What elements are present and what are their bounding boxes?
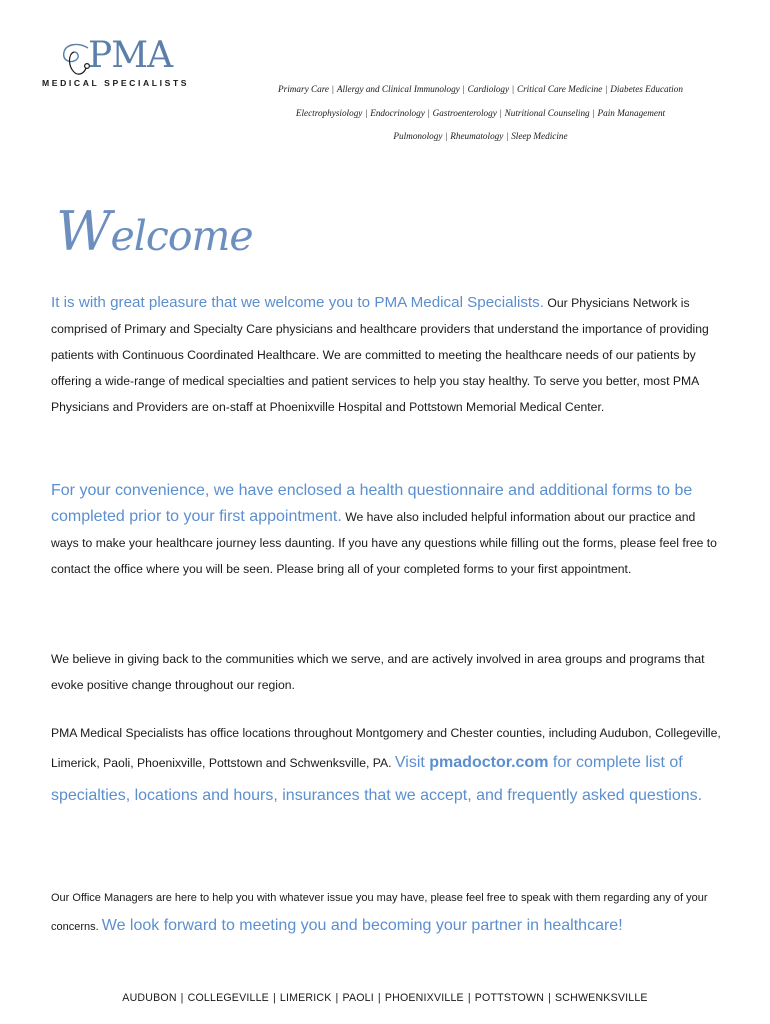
- footer-location: PAOLI: [342, 992, 374, 1004]
- visit-text: Visit: [394, 754, 430, 771]
- locations-tail: for complete list of specialties, locations and hours, insurances that we accept, and frequently asked questions.: [51, 754, 703, 804]
- locations-body: PMA Medical Specialists has office locations throughout Montgomery and Chester counties, including Audubon, Collegeville, Limerick, Paoli, Phoenixville, Pottstown and Schwenksville, PA.: [51, 726, 721, 770]
- intro-lead: It is with great pleasure that we welcome you to PMA Medical Specialists.: [51, 294, 544, 311]
- welcome-heading: [56, 200, 253, 263]
- separator: |: [548, 992, 552, 1004]
- footer-locations: [0, 992, 770, 1004]
- logo: [40, 36, 215, 92]
- welcome-cap: W: [56, 200, 111, 263]
- separator: |: [335, 992, 339, 1004]
- managers-body: Our Office Managers are here to help you with whatever issue you may have, please feel free to speak with them regarding any of your concerns.: [51, 892, 708, 933]
- managers-lead: We look forward to meeting you and becoming your partner in healthcare!: [101, 917, 623, 934]
- specialties-line-1: [228, 78, 733, 102]
- separator: |: [180, 992, 184, 1004]
- separator: |: [332, 84, 334, 94]
- website-link[interactable]: pmadoctor.com: [429, 754, 549, 771]
- specialty-item: Nutritional Counseling: [504, 107, 590, 118]
- footer-location: COLLEGEVILLE: [187, 992, 269, 1004]
- welcome-rest: elcome: [110, 212, 253, 260]
- locations-paragraph: [51, 720, 721, 812]
- intro-body: Our Physicians Network is comprised of Primary and Specialty Care physicians and healthcare providers that understand the importance of providing patients with Continuous Coordinated Healthcare. We are committed to meeting the healthcare needs of our patients by offering a wide-range of medical specialties and patient services to help you stay healthy. To serve you better, most PMA Physicians and Providers are on-staff at Phoenixville Hospital and Pottstown Memorial Medical Center.: [51, 296, 709, 414]
- specialty-item: Cardiology: [467, 84, 510, 94]
- separator: |: [499, 107, 502, 118]
- logo-wordmark: PMA: [88, 35, 173, 76]
- footer-location: PHOENIXVILLE: [384, 992, 464, 1004]
- specialty-item: Pain Management: [597, 107, 666, 118]
- footer-location: SCHWENKSVILLE: [555, 992, 648, 1004]
- managers-paragraph: [51, 884, 721, 941]
- specialties-list: [228, 78, 733, 149]
- separator: |: [462, 84, 465, 94]
- specialty-item: Gastroenterology: [432, 107, 497, 118]
- specialty-item: Primary Care: [278, 84, 329, 94]
- community-paragraph: We believe in giving back to the communities which we serve, and are actively involved in area groups and programs that evoke positive change throughout our region.: [51, 652, 705, 692]
- separator: |: [445, 131, 448, 141]
- logo-subtitle: MEDICAL SPECIALISTS: [42, 78, 190, 88]
- specialty-item: Pulmonology: [393, 131, 443, 141]
- specialties-line-3: [228, 125, 733, 149]
- separator: |: [272, 992, 276, 1004]
- specialty-item: Allergy and Clinical Immunology: [336, 84, 460, 94]
- separator: |: [365, 107, 368, 118]
- forms-body: We have also included helpful information about our practice and ways to make your healthcare journey less daunting. If you have any questions while filling out the forms, please feel free to contact the office where you will be seen. Please bring all of your completed forms to your first appointment.: [51, 510, 717, 576]
- specialties-line-2: [228, 102, 733, 126]
- separator: |: [467, 992, 471, 1004]
- intro-paragraph: [51, 290, 721, 420]
- separator: |: [427, 107, 430, 118]
- specialty-item: Endocrinology: [370, 107, 425, 118]
- separator: |: [506, 131, 509, 141]
- forms-lead: For your convenience, we have enclosed a health questionnaire and additional forms to be completed prior to your first appointment.: [51, 482, 693, 525]
- separator: |: [592, 107, 595, 118]
- specialty-item: Diabetes Education: [610, 84, 683, 94]
- separator: |: [512, 84, 514, 94]
- specialty-item: Rheumatology: [450, 131, 504, 141]
- footer-location: AUDUBON: [122, 992, 177, 1004]
- forms-paragraph: [51, 478, 721, 582]
- footer-location: POTTSTOWN: [474, 992, 545, 1004]
- specialty-item: Sleep Medicine: [511, 131, 568, 141]
- stethoscope-icon: [58, 38, 92, 82]
- separator: |: [377, 992, 381, 1004]
- specialty-item: Critical Care Medicine: [516, 84, 603, 94]
- specialty-item: Electrophysiology: [295, 107, 363, 118]
- footer-location: LIMERICK: [279, 992, 332, 1004]
- separator: |: [605, 84, 608, 94]
